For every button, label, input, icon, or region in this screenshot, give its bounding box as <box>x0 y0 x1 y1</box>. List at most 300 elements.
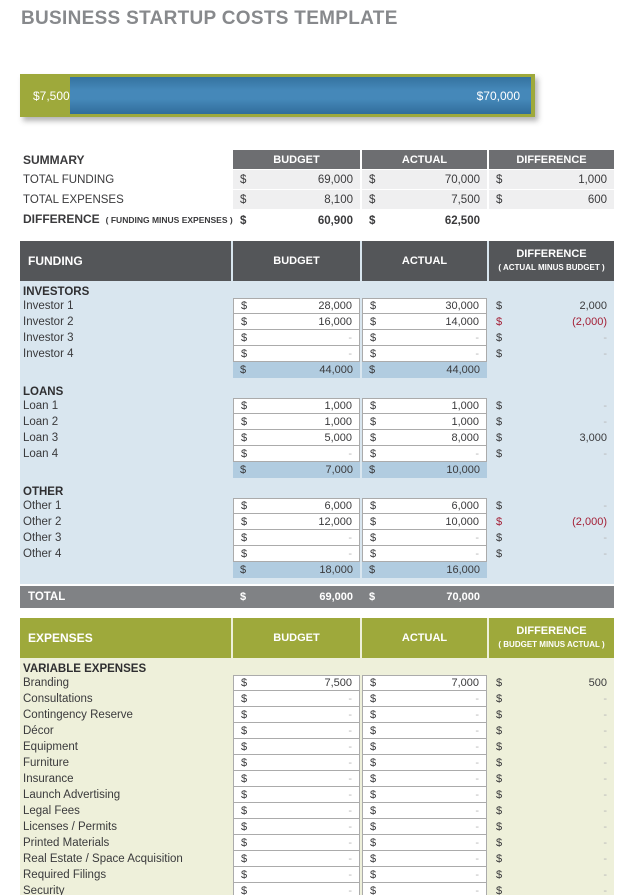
cell-value: - <box>603 448 607 460</box>
budget-cell <box>233 190 360 209</box>
currency-symbol: $ <box>240 364 247 376</box>
row-label: Branding <box>23 677 70 689</box>
difference-cell <box>489 530 614 546</box>
funding-subtotal-row <box>20 462 614 478</box>
budget-cell[interactable] <box>233 446 360 462</box>
subtotal-actual-cell <box>362 562 487 578</box>
expenses-row <box>20 835 614 851</box>
funding-group-row <box>20 478 614 498</box>
cell-value: - <box>603 773 607 785</box>
currency-symbol: $ <box>369 364 376 376</box>
currency-symbol: $ <box>496 741 503 753</box>
currency-symbol: $ <box>240 464 247 476</box>
currency-symbol: $ <box>496 193 503 206</box>
currency-symbol: $ <box>370 415 377 428</box>
difference-cell <box>489 430 614 446</box>
row-label: Investor 1 <box>23 300 74 312</box>
summary-col-budget: BUDGET <box>233 150 360 169</box>
summary-section <box>0 150 633 230</box>
cell-value: - <box>348 804 352 817</box>
expenses-header-row <box>20 618 614 658</box>
cell-value: 1,000 <box>578 173 607 186</box>
budget-cell[interactable] <box>233 330 360 346</box>
empty-cell <box>233 658 360 675</box>
cell-value: - <box>348 836 352 849</box>
cell-value: 5,000 <box>324 431 352 444</box>
actual-cell[interactable] <box>362 546 487 562</box>
difference-cell <box>489 867 614 883</box>
cell-value: 6,000 <box>324 500 352 512</box>
currency-symbol: $ <box>241 756 248 769</box>
budget-cell[interactable] <box>233 771 360 787</box>
budget-cell[interactable] <box>233 819 360 835</box>
currency-symbol: $ <box>369 173 376 186</box>
actual-cell[interactable] <box>362 739 487 755</box>
funding-vs-expenses-bar-chart <box>20 74 535 117</box>
budget-cell[interactable] <box>233 298 360 314</box>
currency-symbol: $ <box>369 591 376 603</box>
budget-cell[interactable] <box>233 414 360 430</box>
currency-symbol: $ <box>496 316 503 328</box>
currency-symbol: $ <box>496 432 503 444</box>
currency-symbol: $ <box>370 820 377 833</box>
difference-cell <box>489 739 614 755</box>
budget-cell[interactable] <box>233 867 360 883</box>
empty-cell <box>20 462 231 478</box>
row-label: Other 2 <box>23 516 62 528</box>
expenses-group-row <box>20 658 614 675</box>
currency-symbol: $ <box>241 692 248 705</box>
funding-row <box>20 446 614 462</box>
cell-value: 10,000 <box>445 515 479 528</box>
cell-value: 16,000 <box>446 564 480 576</box>
cell-value: - <box>348 820 352 833</box>
group-label: INVESTORS <box>23 286 90 298</box>
actual-cell[interactable] <box>362 298 487 314</box>
expenses-row <box>20 771 614 787</box>
group-label: LOANS <box>23 386 64 398</box>
currency-symbol: $ <box>240 591 247 603</box>
cell-value: - <box>475 852 479 865</box>
cell-value: - <box>603 789 607 801</box>
empty-cell <box>362 478 487 498</box>
cell-value: - <box>603 332 607 344</box>
cell-value: 70,000 <box>444 173 480 186</box>
cell-value: - <box>475 884 479 895</box>
currency-symbol: $ <box>496 773 503 785</box>
cell-value: 8,100 <box>324 193 353 206</box>
cell-value: 1,000 <box>324 400 352 412</box>
actual-cell[interactable] <box>362 803 487 819</box>
row-label: Investor 4 <box>23 348 74 360</box>
cell-value: - <box>348 447 352 460</box>
currency-symbol: $ <box>241 331 248 344</box>
budget-cell <box>233 170 360 189</box>
currency-symbol: $ <box>241 852 248 865</box>
budget-cell[interactable] <box>233 883 360 895</box>
cell-value: 69,000 <box>317 173 353 186</box>
currency-symbol: $ <box>370 347 377 360</box>
difference-cell <box>489 723 614 739</box>
cell-value: - <box>348 692 352 705</box>
currency-symbol: $ <box>496 709 503 721</box>
budget-cell[interactable] <box>233 675 360 691</box>
budget-cell[interactable] <box>233 755 360 771</box>
summary-difference-budget-cell <box>233 212 360 230</box>
difference-cell <box>489 691 614 707</box>
funding-header-row <box>20 241 614 281</box>
cell-value: - <box>348 740 352 753</box>
actual-cell[interactable] <box>362 723 487 739</box>
difference-cell <box>489 851 614 867</box>
row-label: Real Estate / Space Acquisition <box>23 853 183 865</box>
expenses-col-difference: DIFFERENCE ( BUDGET MINUS ACTUAL ) <box>489 618 614 658</box>
cell-value: - <box>603 400 607 412</box>
funding-row <box>20 546 614 562</box>
cell-value: - <box>475 772 479 785</box>
budget-cell[interactable] <box>233 430 360 446</box>
funding-section <box>20 241 614 584</box>
funding-col-actual: ACTUAL <box>362 241 487 281</box>
empty-cell <box>489 462 614 478</box>
currency-symbol: $ <box>496 789 503 801</box>
funding-total-budget-cell <box>233 586 360 608</box>
currency-symbol: $ <box>370 708 377 721</box>
currency-symbol: $ <box>370 500 377 512</box>
currency-symbol: $ <box>496 400 503 412</box>
actual-cell[interactable] <box>362 883 487 895</box>
actual-cell[interactable] <box>362 530 487 546</box>
funding-total-row <box>20 586 614 608</box>
budget-cell[interactable] <box>233 739 360 755</box>
cell-value: - <box>603 885 607 895</box>
actual-cell[interactable] <box>362 707 487 723</box>
cell-value: - <box>603 741 607 753</box>
currency-symbol: $ <box>496 548 503 560</box>
cell-value: 6,000 <box>451 500 479 512</box>
actual-cell[interactable] <box>362 514 487 530</box>
funding-col-budget: BUDGET <box>233 241 360 281</box>
cell-value: - <box>348 868 352 881</box>
subtotal-actual-cell <box>362 462 487 478</box>
difference-cell <box>489 803 614 819</box>
funding-bar-label: $70,000 <box>476 88 520 103</box>
summary-difference-row <box>20 212 614 230</box>
empty-cell <box>489 212 614 230</box>
cell-value: - <box>475 347 479 360</box>
difference-cell <box>489 190 614 209</box>
currency-symbol: $ <box>496 885 503 895</box>
currency-symbol: $ <box>496 837 503 849</box>
funding-total-label: TOTAL <box>28 591 66 603</box>
actual-cell[interactable] <box>362 691 487 707</box>
currency-symbol: $ <box>240 564 247 576</box>
actual-cell[interactable] <box>362 851 487 867</box>
cell-value: (2,000) <box>572 316 607 328</box>
budget-cell[interactable] <box>233 498 360 514</box>
row-label: Furniture <box>23 757 70 769</box>
row-label: Printed Materials <box>23 837 110 849</box>
expenses-col-actual: ACTUAL <box>362 618 487 658</box>
funding-title: FUNDING <box>20 241 231 281</box>
difference-cell <box>489 414 614 430</box>
cell-value: - <box>475 331 479 344</box>
row-label: Décor <box>23 725 54 737</box>
cell-value: - <box>603 805 607 817</box>
funding-row <box>20 314 614 330</box>
currency-symbol: $ <box>370 447 377 460</box>
currency-symbol: $ <box>369 193 376 206</box>
currency-symbol: $ <box>496 348 503 360</box>
cell-value: 44,000 <box>446 364 480 376</box>
budget-cell[interactable] <box>233 803 360 819</box>
currency-symbol: $ <box>241 315 248 328</box>
actual-cell[interactable] <box>362 835 487 851</box>
funding-row <box>20 398 614 414</box>
difference-cell <box>489 883 614 895</box>
currency-symbol: $ <box>241 708 248 721</box>
funding-bar-segment <box>70 77 531 114</box>
empty-cell <box>362 281 487 298</box>
funding-row <box>20 530 614 546</box>
difference-cell <box>489 514 614 530</box>
funding-row <box>20 298 614 314</box>
cell-value: - <box>603 725 607 737</box>
cell-value: 1,000 <box>451 400 479 412</box>
actual-cell[interactable] <box>362 446 487 462</box>
summary-row <box>20 190 614 209</box>
cell-value: - <box>475 531 479 544</box>
expenses-row <box>20 819 614 835</box>
expenses-row <box>20 675 614 691</box>
actual-cell[interactable] <box>362 330 487 346</box>
currency-symbol: $ <box>496 725 503 737</box>
funding-group-row <box>20 378 614 398</box>
expenses-col-budget: BUDGET <box>233 618 360 658</box>
cell-value: - <box>475 868 479 881</box>
expenses-row <box>20 867 614 883</box>
cell-value: - <box>603 548 607 560</box>
cell-value: - <box>603 500 607 512</box>
difference-cell <box>489 330 614 346</box>
currency-symbol: $ <box>370 884 377 895</box>
cell-value: - <box>603 853 607 865</box>
expenses-title: EXPENSES <box>20 618 231 658</box>
cell-value: - <box>475 788 479 801</box>
difference-cell <box>489 707 614 723</box>
row-label: Investor 3 <box>23 332 74 344</box>
budget-cell[interactable] <box>233 514 360 530</box>
row-label: Licenses / Permits <box>23 821 117 833</box>
budget-cell[interactable] <box>233 707 360 723</box>
row-label: Other 4 <box>23 548 62 560</box>
empty-cell <box>233 281 360 298</box>
actual-cell[interactable] <box>362 675 487 691</box>
summary-row <box>20 170 614 189</box>
actual-cell[interactable] <box>362 755 487 771</box>
actual-cell[interactable] <box>362 787 487 803</box>
currency-symbol: $ <box>240 173 247 186</box>
budget-cell[interactable] <box>233 723 360 739</box>
currency-symbol: $ <box>370 804 377 817</box>
row-label: Investor 2 <box>23 316 74 328</box>
row-label: Launch Advertising <box>23 789 121 801</box>
cell-value: - <box>475 740 479 753</box>
expenses-row <box>20 707 614 723</box>
actual-cell <box>362 170 487 189</box>
budget-cell[interactable] <box>233 691 360 707</box>
currency-symbol: $ <box>496 332 503 344</box>
row-label: Contingency Reserve <box>23 709 133 721</box>
funding-row <box>20 498 614 514</box>
row-label: Legal Fees <box>23 805 80 817</box>
currency-symbol: $ <box>369 215 376 227</box>
cell-value: 7,500 <box>324 677 352 689</box>
cell-value: - <box>603 709 607 721</box>
actual-cell[interactable] <box>362 819 487 835</box>
currency-symbol: $ <box>370 331 377 344</box>
actual-cell[interactable] <box>362 867 487 883</box>
currency-symbol: $ <box>496 821 503 833</box>
row-label: Consultations <box>23 693 93 705</box>
currency-symbol: $ <box>370 740 377 753</box>
empty-cell <box>233 378 360 398</box>
currency-symbol: $ <box>241 740 248 753</box>
budget-cell[interactable] <box>233 346 360 362</box>
cell-value: - <box>603 693 607 705</box>
cell-value: - <box>475 692 479 705</box>
funding-total-actual-cell <box>362 586 487 608</box>
actual-cell[interactable] <box>362 771 487 787</box>
cell-value: 60,900 <box>317 215 353 227</box>
cell-value: - <box>348 547 352 560</box>
currency-symbol: $ <box>496 500 503 512</box>
expenses-row <box>20 691 614 707</box>
currency-symbol: $ <box>370 692 377 705</box>
budget-cell[interactable] <box>233 314 360 330</box>
currency-symbol: $ <box>496 516 503 528</box>
currency-symbol: $ <box>241 677 248 689</box>
currency-symbol: $ <box>496 693 503 705</box>
funding-col-difference: DIFFERENCE ( ACTUAL MINUS BUDGET ) <box>489 241 614 281</box>
budget-cell[interactable] <box>233 530 360 546</box>
cell-value: - <box>348 724 352 737</box>
currency-symbol: $ <box>241 724 248 737</box>
funding-subtotal-row <box>20 362 614 378</box>
expenses-row <box>20 803 614 819</box>
empty-cell <box>489 281 614 298</box>
cell-value: 1,000 <box>324 415 352 428</box>
difference-cell <box>489 755 614 771</box>
currency-symbol: $ <box>370 724 377 737</box>
currency-symbol: $ <box>241 400 248 412</box>
group-label: OTHER <box>23 486 64 498</box>
funding-row <box>20 414 614 430</box>
difference-cell <box>489 298 614 314</box>
difference-cell <box>489 787 614 803</box>
currency-symbol: $ <box>496 448 503 460</box>
currency-symbol: $ <box>241 788 248 801</box>
cell-value: - <box>348 772 352 785</box>
budget-cell[interactable] <box>233 546 360 562</box>
currency-symbol: $ <box>370 852 377 865</box>
currency-symbol: $ <box>370 756 377 769</box>
currency-symbol: $ <box>496 757 503 769</box>
actual-cell[interactable] <box>362 430 487 446</box>
subtotal-budget-cell <box>233 562 360 578</box>
budget-cell[interactable] <box>233 851 360 867</box>
currency-symbol: $ <box>496 853 503 865</box>
currency-symbol: $ <box>240 215 247 227</box>
actual-cell[interactable] <box>362 398 487 414</box>
difference-cell <box>489 314 614 330</box>
row-label: Insurance <box>23 773 74 785</box>
cell-value: (2,000) <box>572 516 607 528</box>
funding-group-row <box>20 281 614 298</box>
cell-value: 44,000 <box>319 364 353 376</box>
currency-symbol: $ <box>370 677 377 689</box>
empty-cell <box>489 478 614 498</box>
currency-symbol: $ <box>241 868 248 881</box>
cell-value: 69,000 <box>319 591 353 603</box>
actual-cell[interactable] <box>362 414 487 430</box>
cell-value: 30,000 <box>445 300 479 312</box>
currency-symbol: $ <box>370 400 377 412</box>
cell-value: 18,000 <box>319 564 353 576</box>
budget-cell[interactable] <box>233 835 360 851</box>
actual-cell[interactable] <box>362 346 487 362</box>
difference-cell <box>489 446 614 462</box>
currency-symbol: $ <box>370 836 377 849</box>
cell-value: - <box>475 447 479 460</box>
cell-value: - <box>348 331 352 344</box>
row-label: Loan 2 <box>23 416 59 428</box>
expenses-section <box>20 618 614 895</box>
empty-cell <box>20 562 231 578</box>
difference-cell <box>489 498 614 514</box>
row-label: Required Filings <box>23 869 107 881</box>
cell-value: 2,000 <box>579 300 607 312</box>
cell-value: - <box>603 532 607 544</box>
actual-cell[interactable] <box>362 314 487 330</box>
cell-value: 7,000 <box>451 677 479 689</box>
currency-symbol: $ <box>241 820 248 833</box>
currency-symbol: $ <box>241 836 248 849</box>
currency-symbol: $ <box>370 868 377 881</box>
currency-symbol: $ <box>496 532 503 544</box>
empty-cell <box>489 658 614 675</box>
cell-value: - <box>348 756 352 769</box>
cell-value: - <box>603 348 607 360</box>
actual-cell <box>362 190 487 209</box>
actual-cell[interactable] <box>362 498 487 514</box>
summary-title: SUMMARY <box>23 152 85 167</box>
row-label: TOTAL EXPENSES <box>23 193 124 206</box>
currency-symbol: $ <box>370 788 377 801</box>
funding-subtotal-row <box>20 562 614 578</box>
currency-symbol: $ <box>496 173 503 186</box>
budget-cell[interactable] <box>233 787 360 803</box>
cell-value: - <box>348 788 352 801</box>
currency-symbol: $ <box>370 300 377 312</box>
currency-symbol: $ <box>241 415 248 428</box>
currency-symbol: $ <box>241 547 248 560</box>
cell-value: - <box>348 884 352 895</box>
budget-cell[interactable] <box>233 398 360 414</box>
cell-value: 28,000 <box>318 300 352 312</box>
page-title: BUSINESS STARTUP COSTS TEMPLATE <box>21 8 398 29</box>
cell-value: 600 <box>587 193 607 206</box>
